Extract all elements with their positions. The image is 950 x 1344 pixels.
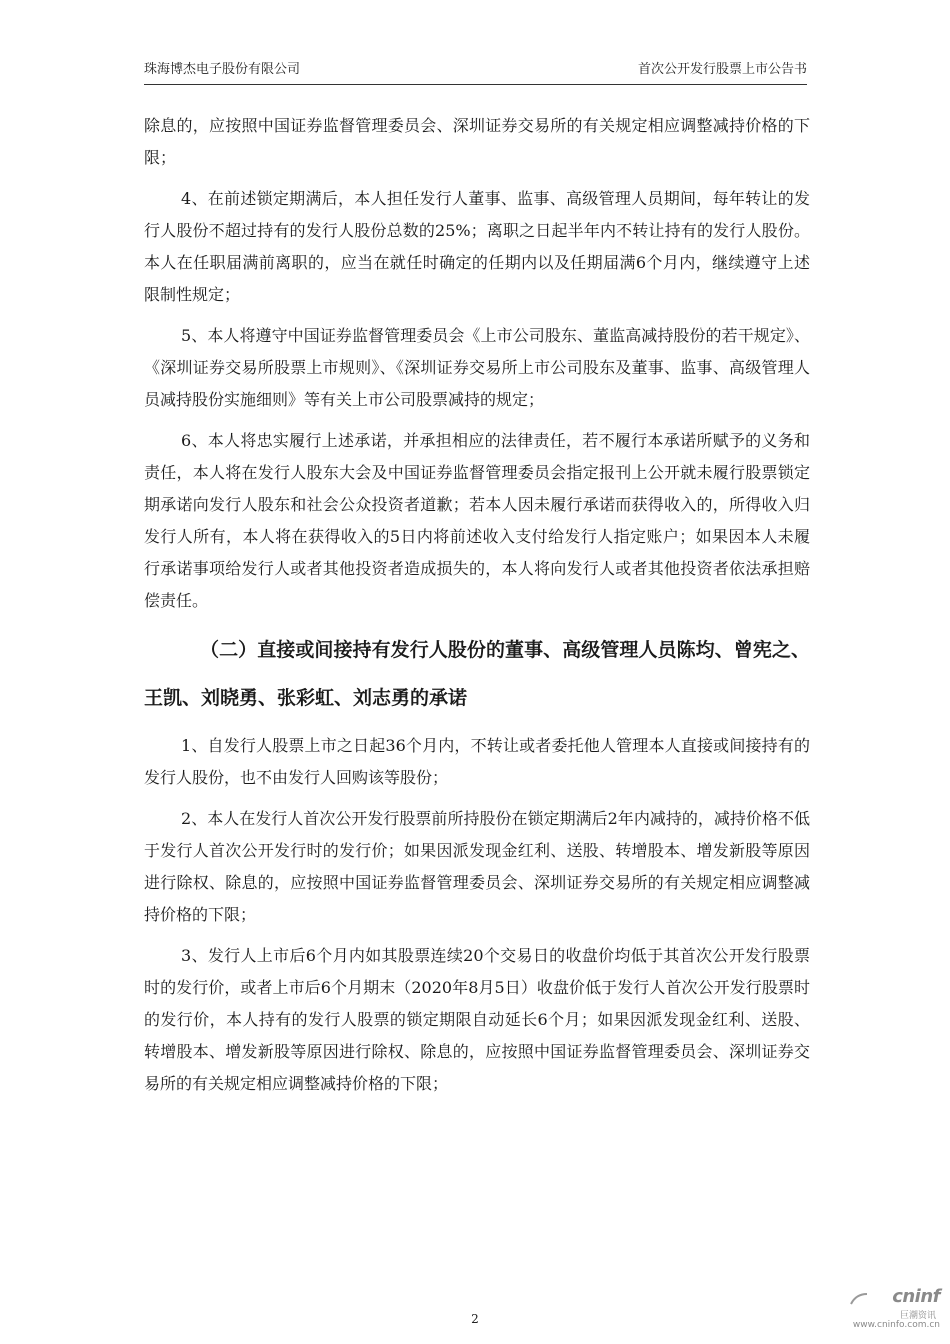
paragraph-item-4: 4、在前述锁定期满后，本人担任发行人董事、监事、高级管理人员期间，每年转让的发行人股份不超过持有的发行人股份总数的25%；离职之日起半年内不转让持有的发行人股份。本人在任职届满前离职的，应当在就任时确定的任期内以及任期届满6个月内，继续遵守上述限制性规定； (144, 189, 810, 304)
page-number: 2 (471, 1312, 479, 1326)
cninfo-watermark (848, 1286, 940, 1334)
header-divider (144, 84, 807, 85)
paragraph-continuation: 除息的，应按照中国证券监督管理委员会、深圳证券交易所的有关规定相应调整减持价格的下限； (144, 116, 810, 167)
paragraph-section2-item-2: 2、本人在发行人首次公开发行股票前所持股份在锁定期满后2年内减持的，减持价格不低于发行人首次公开发行时的发行价；如果因派发现金红利、送股、转增股本、增发新股等原因进行除权、除息的，应按照中国证券监督管理委员会、深圳证券交易所的有关规定相应调整减持价格的下限； (144, 809, 810, 924)
section-heading: （二）直接或间接持有发行人股份的董事、高级管理人员陈均、曾宪之、王凯、刘晓勇、张彩虹、刘志勇的承诺 (144, 639, 810, 709)
cninfo-url: www.cninfo.com.cn (852, 1320, 940, 1330)
cninfo-swoosh-icon (850, 1292, 868, 1306)
document-body (144, 110, 810, 1109)
paragraph-section2-item-3: 3、发行人上市后6个月内如其股票连续20个交易日的收盘价均低于其首次公开发行股票时的发行价，或者上市后6个月期末（2020年8月5日）收盘价低于发行人首次公开发行股票时的发行价，本人持有的发行人股票的锁定期限自动延长6个月；如果因派发现金红利、送股、转增股本、增发新股等原因进行除权、除息的，应按照中国证券监督管理委员会、深圳证券交易所的有关规定相应调整减持价格的下限； (144, 946, 810, 1093)
page-header (144, 58, 807, 80)
cninfo-sub-text: 巨潮资讯 (899, 1311, 936, 1321)
header-document-title: 首次公开发行股票上市公告书 (637, 62, 807, 77)
paragraph-section2-item-1: 1、自发行人股票上市之日起36个月内，不转让或者委托他人管理本人直接或间接持有的发行人股份，也不由发行人回购该等股份； (144, 736, 810, 787)
paragraph-item-6: 6、本人将忠实履行上述承诺，并承担相应的法律责任，若不履行本承诺所赋予的义务和责任，本人将在发行人股东大会及中国证券监督管理委员会指定报刊上公开就未履行股票锁定期承诺向发行人股东和社会公众投资者道歉；若本人因未履行承诺而获得收入的，所得收入归发行人所有，本人将在获得收入的5日内将前述收入支付给发行人指定账户；如果因本人未履行承诺事项给发行人或者其他投资者造成损失的，本人将向发行人或者其他投资者依法承担赔偿责任。 (144, 431, 810, 610)
header-company-name: 珠海博杰电子股份有限公司 (144, 62, 301, 77)
paragraph-item-5: 5、本人将遵守中国证券监督管理委员会《上市公司股东、董监高减持股份的若干规定》、《深圳证券交易所股票上市规则》、《深圳证券交易所上市公司股东及董事、监事、高级管理人员减持股份实施细则》等有关上市公司股票减持的规定； (144, 326, 810, 409)
cninfo-logo-text: cninf (892, 1286, 940, 1307)
